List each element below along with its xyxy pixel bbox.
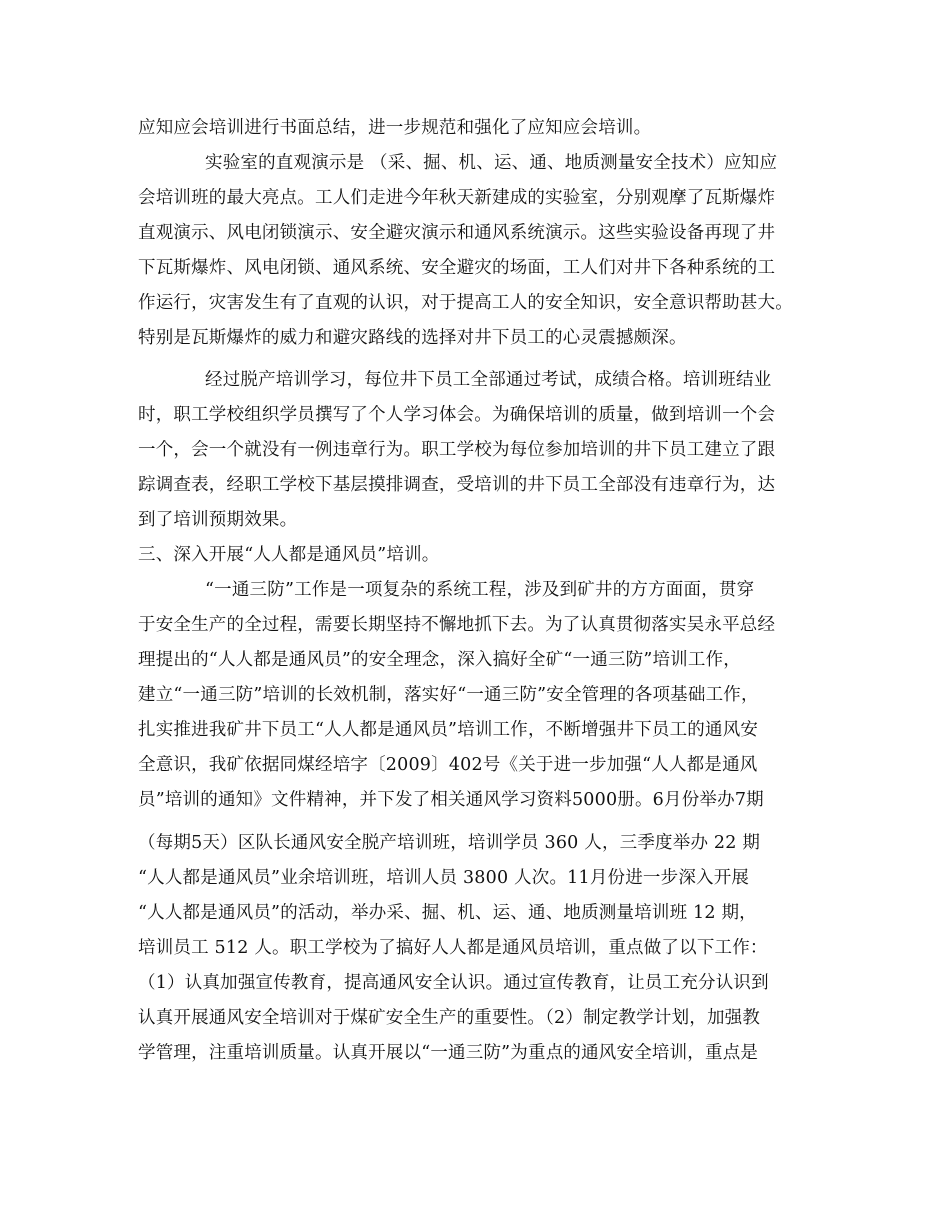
- text-line: 理提出的“人人都是通风员”的安全理念，深入搞好全矿“一通三防”培训工作，: [138, 650, 741, 670]
- text-line: 于安全生产的全过程，需要长期坚持不懈地抓下去。为了认真贯彻落实吴永平总经: [138, 615, 776, 635]
- text-line: 学管理，注重培训质量。认真开展以“一通三防”为重点的通风安全培训，重点是: [138, 1043, 759, 1063]
- text-line: 时，职工学校组织学员撰写了个人学习体会。为确保培训的质量，做到培训一个会: [138, 405, 776, 425]
- text-line: 特别是瓦斯爆炸的威力和避灾路线的选择对井下员工的心灵震撼颇深。: [138, 328, 687, 348]
- text-line: 应知应会培训进行书面总结，进一步规范和强化了应知应会培训。: [138, 118, 652, 138]
- paragraph-start-line: 经过脱产培训学习，每位井下员工全部通过考试，成绩合格。培训班结业: [205, 370, 772, 390]
- text-line: 认真开展通风安全培训对于煤矿安全生产的重要性。（2）制定教学计划，加强教: [138, 1008, 761, 1028]
- text-line: 全意识，我矿依据同煤经培字〔2009〕402号《关于进一步加强“人人都是通风: [138, 755, 758, 775]
- text-line: 一个，会一个就没有一例违章行为。职工学校为每位参加培训的井下员工建立了跟: [138, 440, 776, 460]
- text-line: “人人都是通风员”业余培训班，培训人员 3800 人次。11月份进一步深入开展: [138, 868, 750, 888]
- section-heading: 三、深入开展“人人都是通风员”培训。: [138, 545, 440, 565]
- paragraph-start-line: “一通三防”工作是一项复杂的系统工程，涉及到矿井的方方面面，贯穿: [205, 580, 755, 600]
- text-line: 作运行，灾害发生有了直观的认识，对于提高工人的安全知识，安全意识帮助甚大。: [138, 293, 793, 313]
- text-line: 扎实推进我矿井下员工“人人都是通风员”培训工作，不断增强井下员工的通风安: [138, 720, 759, 740]
- text-line: “人人都是通风员”的活动，举办采、掘、机、运、通、地质测量培训班 12 期，: [138, 903, 757, 923]
- text-line: 建立“一通三防”培训的长效机制，落实好“一通三防”安全管理的各项基础工作，: [138, 685, 759, 705]
- text-line: 下瓦斯爆炸、风电闭锁、通风系统、安全避灾的场面，工人们对井下各种系统的工: [138, 258, 776, 278]
- text-line: （每期5天）区队长通风安全脱产培训班，培训学员 360 人，三季度举办 22 期: [138, 833, 761, 853]
- paragraph-start-line: 实验室的直观演示是 （采、掘、机、运、通、地质测量安全技术）应知应: [205, 153, 778, 173]
- text-line: 踪调查表，经职工学校下基层摸排调查，受培训的井下员工全部没有违章行为，达: [138, 475, 776, 495]
- text-line: 到了培训预期效果。: [138, 510, 298, 530]
- text-line: 直观演示、风电闭锁演示、安全避灾演示和通风系统演示。这些实验设备再现了井: [138, 223, 776, 243]
- text-line: 员”培训的通知》文件精神，并下发了相关通风学习资料5000册。6月份举办7期: [138, 790, 764, 810]
- text-line: 培训员工 512 人。职工学校为了搞好人人都是通风员培训，重点做了以下工作：: [138, 938, 768, 958]
- text-line: 会培训班的最大亮点。工人们走进今年秋天新建成的实验室，分别观摩了瓦斯爆炸: [138, 188, 776, 208]
- text-line: （1）认真加强宣传教育，提高通风安全认识。通过宣传教育，让员工充分认识到: [138, 973, 769, 993]
